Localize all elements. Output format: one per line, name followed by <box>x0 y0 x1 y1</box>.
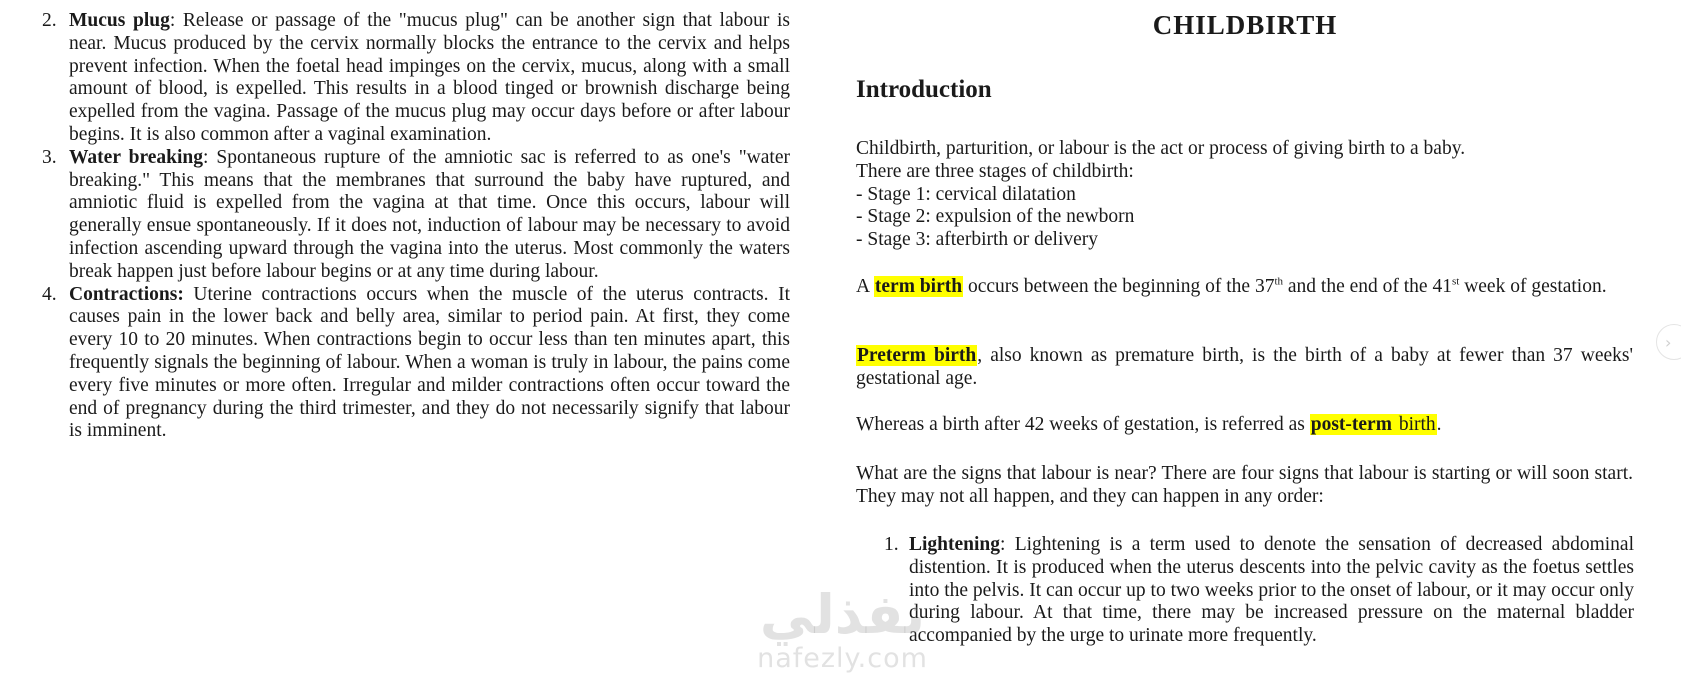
stage-item: - Stage 1: cervical dilatation <box>856 183 1076 205</box>
text-run: week of gestation. <box>1459 276 1607 297</box>
list-item-term: Contractions: <box>69 283 184 305</box>
highlighted-term: birth <box>1393 414 1436 435</box>
list-item-term: Mucus plug <box>69 10 170 31</box>
ordinal-suffix: th <box>1274 275 1284 288</box>
text-run: Whereas a birth after 42 weeks of gestation, is referred as <box>856 414 1310 435</box>
term-birth-paragraph <box>856 276 1633 299</box>
text-run: and the end of the 41 <box>1283 276 1452 297</box>
list-item <box>40 147 790 284</box>
intro-paragraph <box>856 138 1633 252</box>
list-item-term: Lightening <box>909 534 1001 555</box>
list-item <box>882 534 1634 648</box>
text-run: A <box>856 276 874 297</box>
stage-item: - Stage 2: expulsion of the newborn <box>856 206 1135 228</box>
list-item-number: 4. <box>42 283 57 305</box>
watermark-latin: nafezly.com <box>757 643 928 674</box>
right-page <box>850 0 1650 689</box>
text-run: . <box>1436 414 1442 435</box>
stage-item: - Stage 3: afterbirth or delivery <box>856 229 1099 251</box>
list-item <box>40 284 790 444</box>
chevron-right-icon[interactable]: › <box>1656 324 1681 360</box>
postterm-paragraph <box>856 414 1633 437</box>
list-item-number: 2. <box>42 10 57 31</box>
highlighted-term: post-term <box>1310 414 1392 435</box>
list-item-text: : Spontaneous rupture of the amniotic sac is referred to as one's "water breaking." This means that the membranes that surround the baby have ruptured, and amniotic fluid is expelled from the vagina at that time. Once this occurs, labour will generally ensue spontaneously. If it does not, induction of labour may be necessary to avoid infection ascending upward through the vagina into the uterus. Most commonly the waters break happen just before labour begins or at any time during labour. <box>69 146 790 282</box>
list-item-number: 3. <box>42 146 57 168</box>
intro-line: There are three stages of childbirth: <box>856 160 1134 182</box>
ordinal-suffix: st <box>1451 275 1460 288</box>
intro-line: Childbirth, parturition, or labour is the act or process of giving birth to a baby. <box>856 138 1466 159</box>
text-run: occurs between the beginning of the 37 <box>963 276 1275 297</box>
section-heading: Introduction <box>856 76 992 103</box>
list-item <box>40 10 790 147</box>
preterm-paragraph <box>856 345 1633 391</box>
signs-list <box>882 534 1634 648</box>
list-item-term: Water breaking <box>69 146 204 168</box>
document-title: CHILDBIRTH <box>1152 10 1338 40</box>
list-item-number: 1. <box>884 534 899 555</box>
left-page <box>0 0 820 689</box>
text-run: , also known as premature birth, is the birth of a baby at fewer than 37 weeks' gestational age. <box>856 345 1633 389</box>
highlighted-term: Preterm birth <box>857 345 977 366</box>
watermark-arabic: نفذلي <box>759 583 926 646</box>
list-item-text: : Lightening is a term used to denote the sensation of decreased abdominal distention. It is produced when the uterus descents into the pelvic cavity as the foetus settles into the pelvis. It can occur up to two weeks prior to the onset of labour, or it may occur only during labour. At that time, there may be increased pressure on the maternal bladder accompanied by the urge to urinate more frequently. <box>909 534 1634 647</box>
list-item-text: Uterine contractions occurs when the muscle of the uterus contracts. It causes pain in the lower back and belly area, similar to period pain. At first, they come every 10 to 20 minutes. When contractions begin to occur less than ten minutes apart, this frequently signals the beginning of labour. When a woman is truly in labour, the pains come every five minutes or more often. Irregular and milder contractions often occur toward the end of pregnancy during the third trimester, and they do not necessarily signify that labour is imminent. <box>69 283 790 442</box>
highlighted-term: term birth <box>874 276 963 297</box>
signs-intro-paragraph: What are the signs that labour is near? There are four signs that labour is starting or will soon start. They may not all happen, and they can happen in any order: <box>856 463 1633 507</box>
signs-list-continued <box>40 10 790 443</box>
list-item-text: : Release or passage of the "mucus plug" can be another sign that labour is near. Mucus produced by the cervix normally blocks the entrance to the cervix and helps prevent infection. When the foetal head impinges on the cervix, mucus, along with a small amount of blood, is expelled. This results in a blood tinged or brownish discharge being expelled from the vagina. Passage of the mucus plug may occur days before or after labour begins. It is also common after a vaginal examination. <box>69 10 790 145</box>
